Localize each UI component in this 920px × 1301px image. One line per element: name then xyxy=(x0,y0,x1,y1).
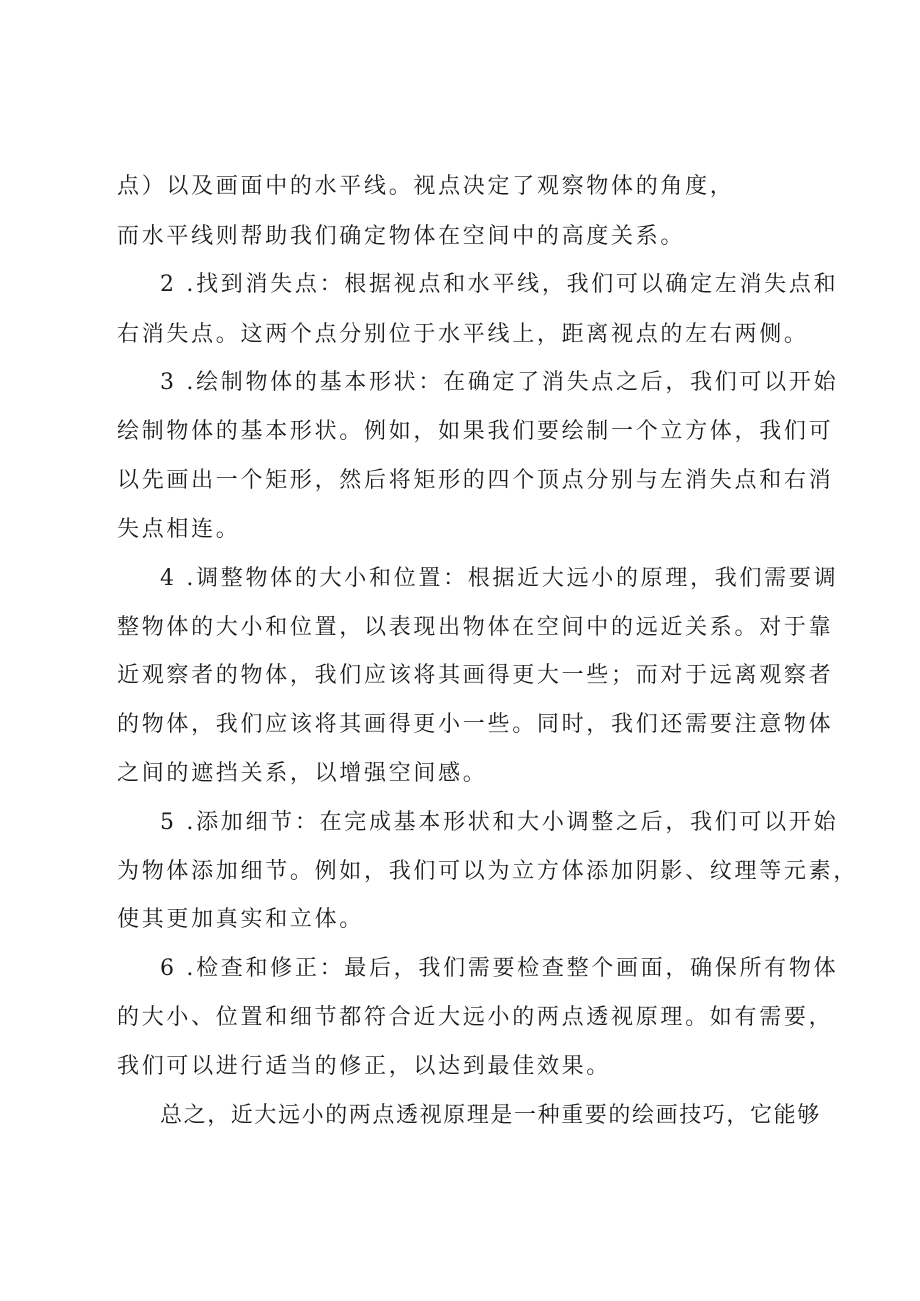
text-line: 点）以及画面中的水平线。视点决定了观察物体的角度， xyxy=(117,174,735,199)
text-line: 使其更加真实和立体。 xyxy=(117,907,365,932)
list-item-step-3: 3 .绘制物体的基本形状：在确定了消失点之后，我们可以开始 xyxy=(160,370,839,395)
list-item-step-2: 2 .找到消失点：根据视点和水平线，我们可以确定左消失点和 xyxy=(160,272,839,297)
text-line: 失点相连。 xyxy=(117,517,241,542)
text-line: 以先画出一个矩形，然后将矩形的四个顶点分别与左消失点和右消 xyxy=(117,468,834,493)
list-item-step-6: 6 .检查和修正：最后，我们需要检查整个画面，确保所有物体 xyxy=(160,956,839,981)
text-line: 整物体的大小和位置，以表现出物体在空间中的远近关系。对于靠 xyxy=(117,615,834,640)
text-line: 之间的遮挡关系，以增强空间感。 xyxy=(117,761,488,786)
text-line: 的大小、位置和细节都符合近大远小的两点透视原理。如有需要， xyxy=(117,1005,834,1030)
list-item-step-4: 4 .调整物体的大小和位置：根据近大远小的原理，我们需要调 xyxy=(160,566,839,591)
text-line: 近观察者的物体，我们应该将其画得更大一些；而对于远离观察者 xyxy=(117,663,834,688)
text-line: 为物体添加细节。例如，我们可以为立方体添加阴影、纹理等元素， xyxy=(117,859,859,884)
conclusion-line: 总之，近大远小的两点透视原理是一种重要的绘画技巧，它能够 xyxy=(160,1103,821,1128)
text-line: 我们可以进行适当的修正，以达到最佳效果。 xyxy=(117,1054,612,1079)
text-line: 绘制物体的基本形状。例如，如果我们要绘制一个立方体，我们可 xyxy=(117,419,834,444)
text-line: 而水平线则帮助我们确定物体在空间中的高度关系。 xyxy=(117,224,686,249)
text-line: 的物体，我们应该将其画得更小一些。同时，我们还需要注意物体 xyxy=(117,712,834,737)
list-item-step-5: 5 .添加细节：在完成基本形状和大小调整之后，我们可以开始 xyxy=(160,810,839,835)
text-line: 右消失点。这两个点分别位于水平线上，距离视点的左右两侧。 xyxy=(117,322,809,347)
